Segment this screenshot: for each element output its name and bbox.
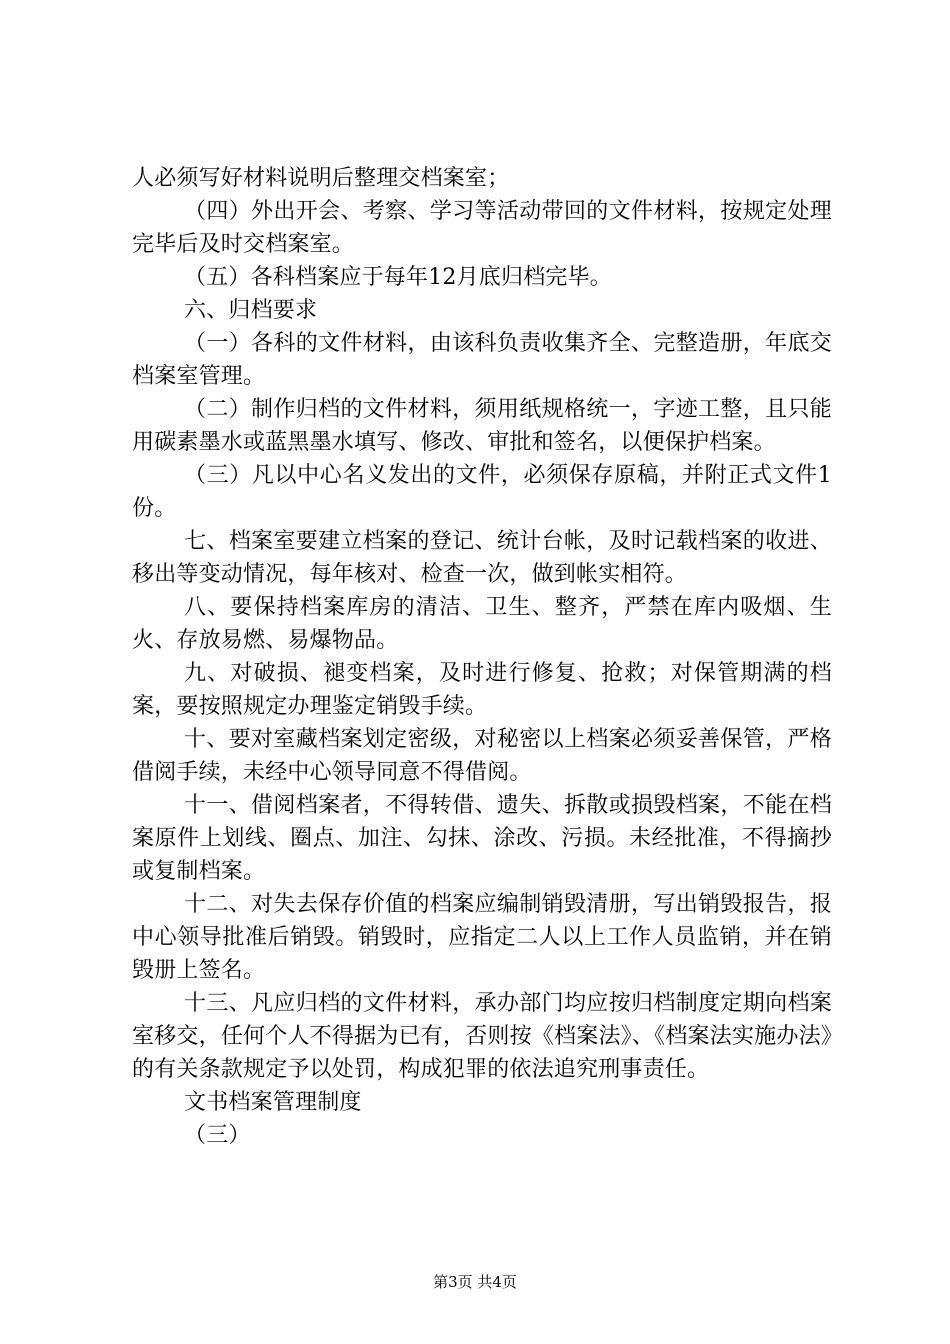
paragraph: 六、归档要求	[184, 298, 318, 323]
document-body	[132, 162, 832, 1152]
paragraph: （二）制作归档的文件材料，须用纸规格统一，字迹工整，且只能用碳素墨水或蓝黑墨水填写、修改、审批和签名，以便保护档案。	[132, 397, 832, 455]
paragraph: 文书档案管理制度	[184, 1090, 362, 1115]
paragraph: 九、对破损、褪变档案，及时进行修复、抢救；对保管期满的档案，要按照规定办理鉴定销毁手续。	[132, 661, 832, 719]
paragraph: （三）	[184, 1123, 251, 1148]
paragraph: （四）外出开会、考察、学习等活动带回的文件材料，按规定处理完毕后及时交档案室。	[132, 199, 832, 257]
paragraph: 十三、凡应归档的文件材料，承办部门均应按归档制度定期向档案室移交，任何个人不得据为已有，否则按《档案法》、《档案法实施办法》的有关条款规定予以处罚，构成犯罪的依法追究刑事责任。	[132, 991, 832, 1082]
paragraph: （三）凡以中心名义发出的文件，必须保存原稿，并附正式文件1份。	[132, 463, 832, 521]
page-footer: 第3页 共4页	[433, 1273, 517, 1291]
paragraph: 人必须写好材料说明后整理交档案室；	[132, 166, 510, 191]
paragraph: （五）各科档案应于每年12月底归档完毕。	[184, 265, 612, 290]
paragraph: 七、档案室要建立档案的登记、统计台帐，及时记载档案的收进、移出等变动情况，每年核对、检查一次，做到帐实相符。	[132, 529, 832, 587]
paragraph: 十一、借阅档案者，不得转借、遗失、拆散或损毁档案，不能在档案原件上划线、圈点、加注、勾抹、涂改、污损。未经批准，不得摘抄或复制档案。	[132, 793, 832, 884]
paragraph: （一）各科的文件材料，由该科负责收集齐全、完整造册，年底交档案室管理。	[132, 331, 832, 389]
paragraph: 八、要保持档案库房的清洁、卫生、整齐，严禁在库内吸烟、生火、存放易燃、易爆物品。	[132, 595, 832, 653]
paragraph: 十、要对室藏档案划定密级，对秘密以上档案必须妥善保管，严格借阅手续，未经中心领导同意不得借阅。	[132, 727, 832, 785]
paragraph: 十二、对失去保存价值的档案应编制销毁清册，写出销毁报告，报中心领导批准后销毁。销毁时，应指定二人以上工作人员监销，并在销毁册上签名。	[132, 892, 832, 983]
